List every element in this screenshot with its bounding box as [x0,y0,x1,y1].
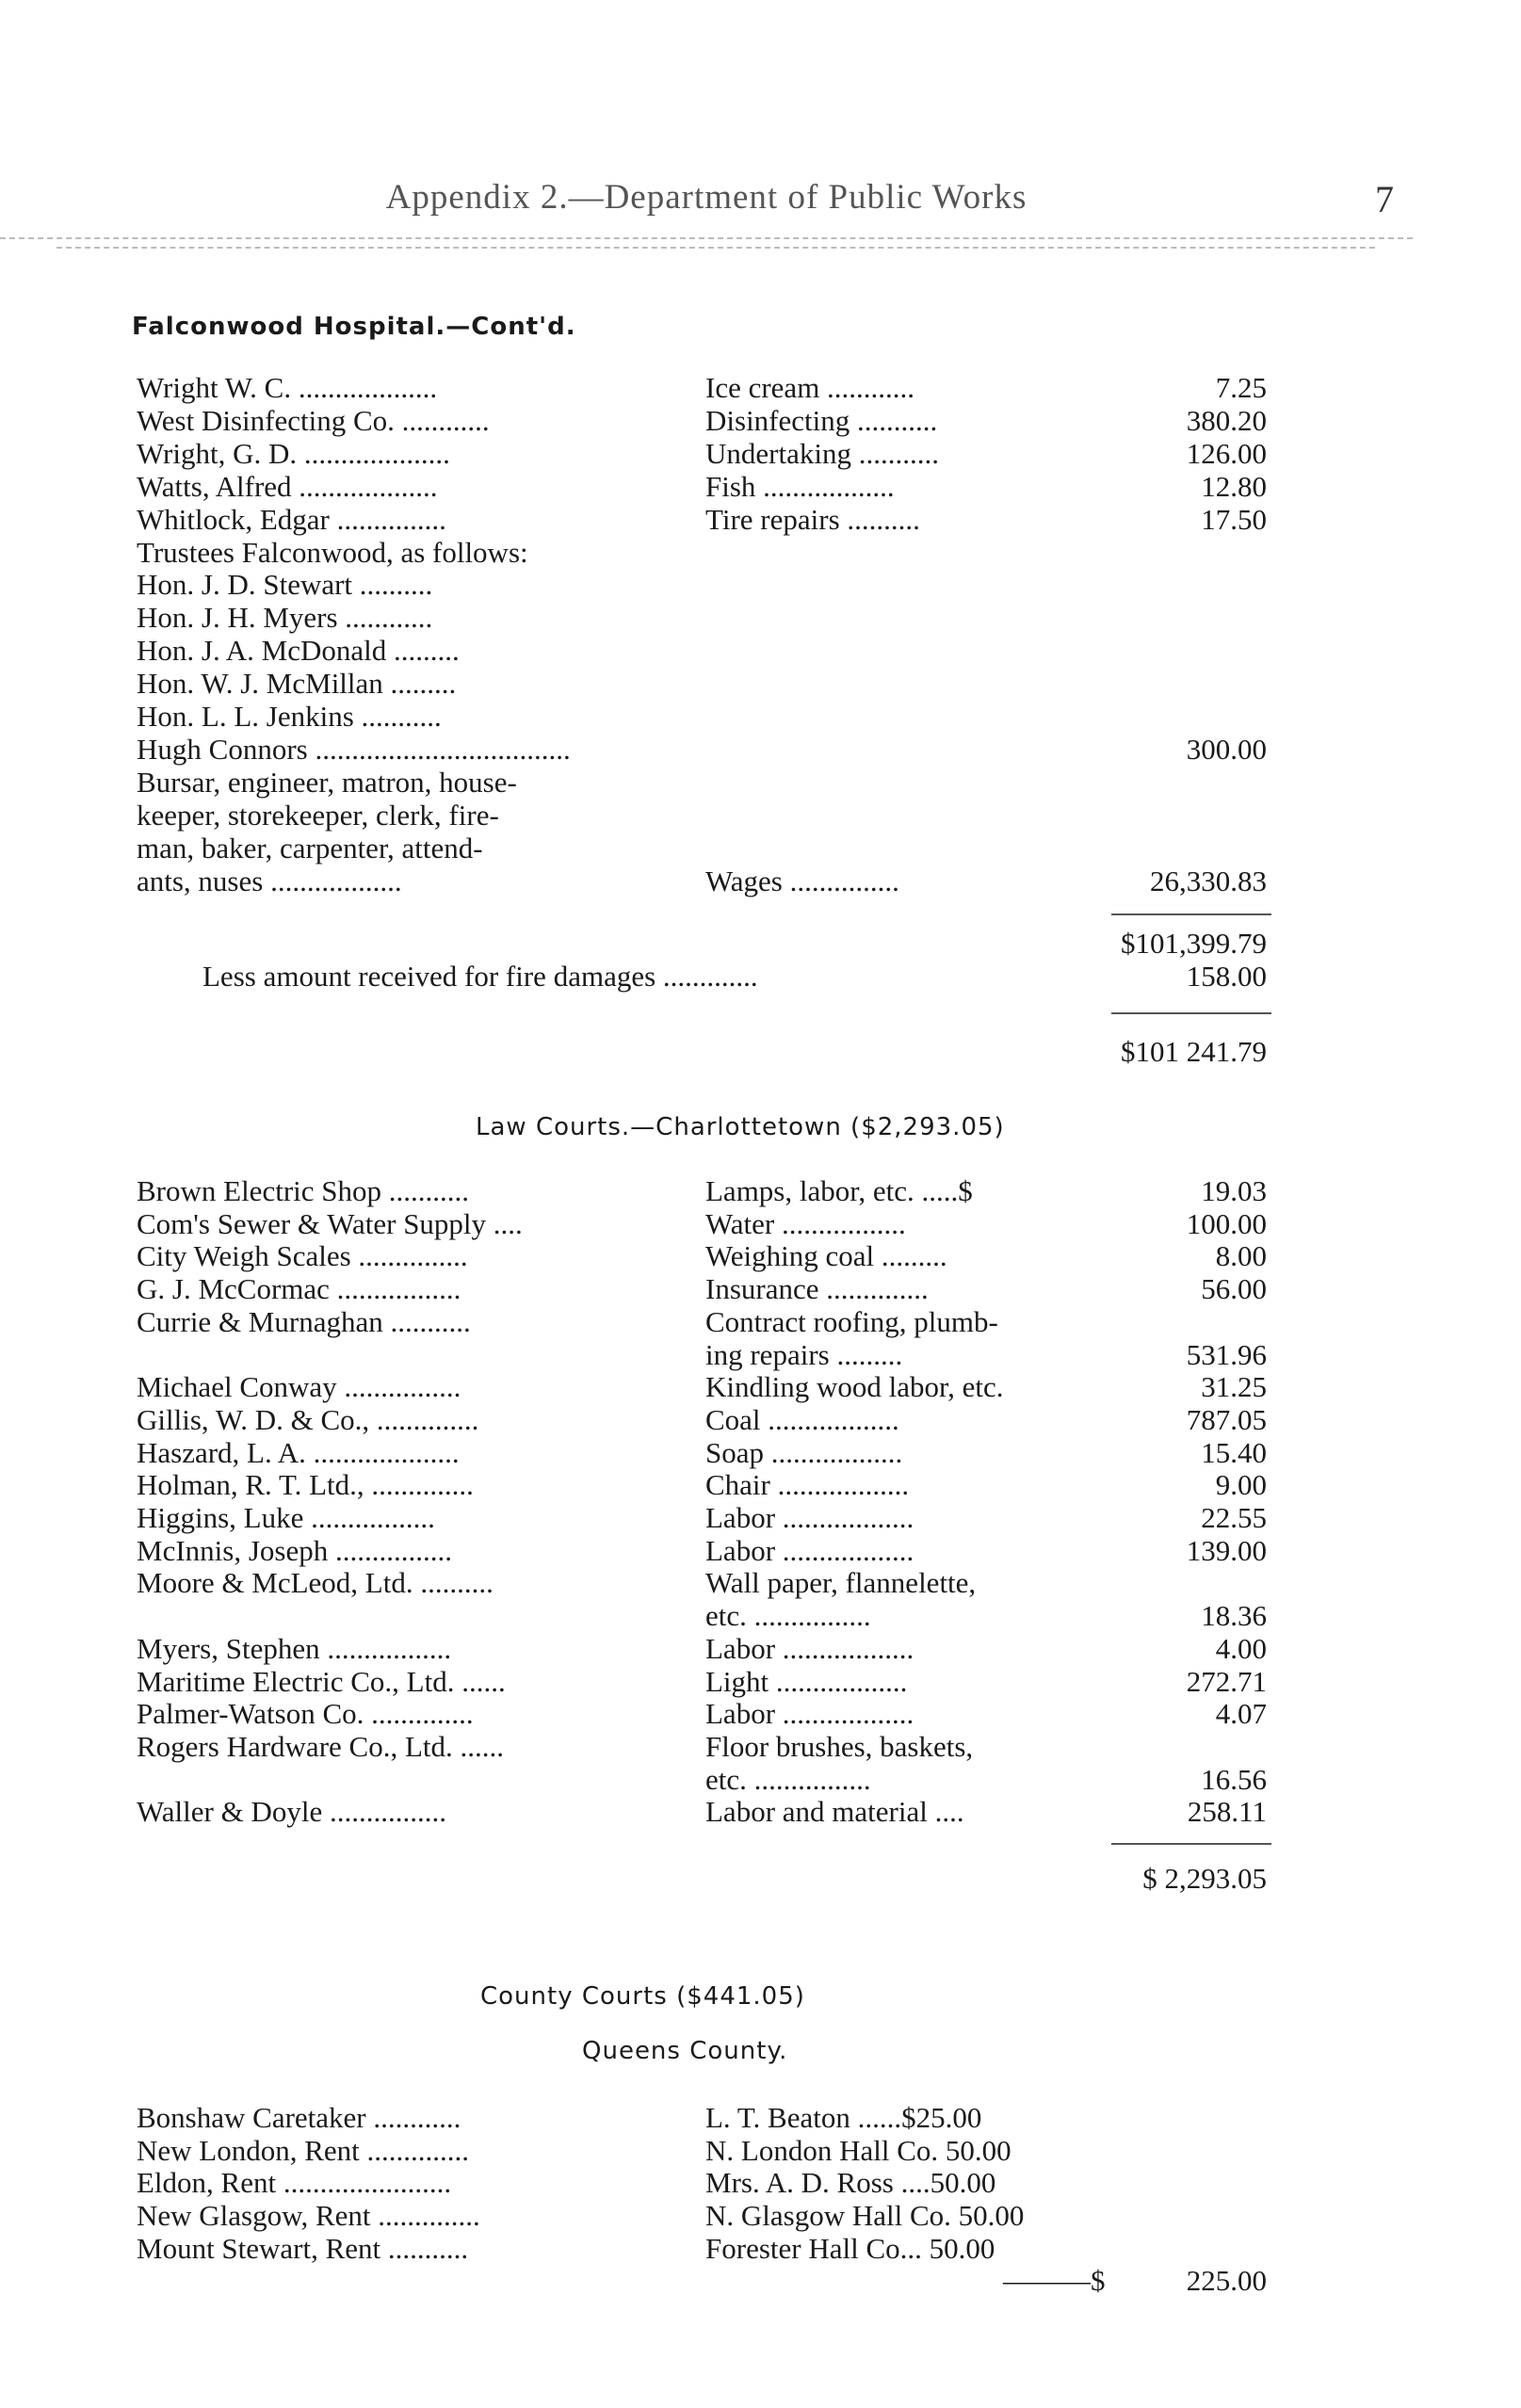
subtotal-amount: $101,399.79 [1121,927,1267,960]
row-name: Hon. J. D. Stewart .......... [137,568,433,602]
law-total-rule [1111,1843,1271,1845]
row-name: Rogers Hardware Co., Ltd. ...... [137,1729,504,1763]
row-amount: 258.11 [1187,1795,1267,1829]
row-name: Com's Sewer & Water Supply .... [137,1206,523,1240]
section-heading-falconwood: Falconwood Hospital.—Cont'd. [132,313,576,341]
row-amount: 126.00 [1186,436,1267,470]
table-row [137,1339,1267,1371]
table-row [137,1502,1267,1534]
table-row [137,2200,1267,2232]
row-name: Hon. W. J. McMillan ......... [137,667,457,701]
page-number: 7 [1375,178,1394,220]
table-row [137,2135,1267,2167]
row-amount: 18.36 [1201,1599,1267,1633]
header-rule-2 [57,247,1375,249]
row-name: ants, nuses .................. [137,864,402,897]
table-row [137,1698,1267,1730]
row-item: N. London Hall Co. 50.00 [705,2133,1011,2167]
row-name: Hon. L. L. Jenkins ........... [137,700,442,733]
table-row [137,1666,1267,1698]
table-row [137,2233,1267,2265]
row-amount: 139.00 [1186,1533,1267,1567]
table-row [137,1371,1267,1403]
row-item: Lamps, labor, etc. .....$ [705,1174,973,1207]
table-row [137,569,1267,601]
table-row [137,1208,1267,1240]
row-item: Ice cream ............ [705,371,915,404]
row-name: Eldon, Rent ....................... [137,2166,452,2200]
running-head [0,177,1521,234]
row-name: G. J. McCormac ................. [137,1272,461,1306]
row-name: Hugh Connors ................................... [137,732,571,766]
row-item: Weighing coal ......... [705,1239,947,1273]
row-item: Undertaking ........... [705,436,939,470]
table-row [137,1535,1267,1567]
row-amount: 531.96 [1186,1337,1267,1371]
row-item: Contract roofing, plumb- [705,1304,998,1338]
row-name: Brown Electric Shop ........... [137,1174,470,1207]
table-row [137,1796,1267,1828]
table-row [137,1600,1267,1632]
row-item: Mrs. A. D. Ross ....50.00 [705,2166,996,2200]
table-row [137,1404,1267,1436]
table-row [137,701,1267,733]
row-name: Trustees Falconwood, as follows: [137,535,528,569]
row-name: New Glasgow, Rent .............. [137,2199,480,2233]
row-amount: 8.00 [1215,1239,1267,1273]
row-name: Hon. J. A. McDonald ......... [137,634,460,668]
row-name: Gillis, W. D. & Co., .............. [137,1402,479,1436]
row-item: ing repairs ......... [705,1337,903,1371]
table-row [137,1306,1267,1338]
row-name: Whitlock, Edgar ............... [137,502,446,536]
row-item: Soap .................. [705,1435,903,1469]
row-name: Wright, G. D. .................... [137,436,450,470]
table-row [137,2102,1267,2134]
row-name: man, baker, carpenter, attend- [137,831,483,865]
row-item: Labor and material .... [705,1795,964,1829]
row-name: Michael Conway ................ [137,1370,461,1404]
table-row [137,1469,1267,1501]
row-amount: 16.56 [1201,1762,1267,1796]
row-name: Bursar, engineer, matron, house- [137,765,517,799]
table-row [137,668,1267,700]
table-row [137,635,1267,667]
row-name: City Weigh Scales ............... [137,1239,468,1273]
table-row [137,734,1267,766]
row-item: Light .................. [705,1664,908,1698]
row-name: Haszard, L. A. .................... [137,1435,460,1469]
row-amount: 12.80 [1201,469,1267,503]
row-item: L. T. Beaton ......$25.00 [705,2101,982,2134]
subtotal-row [137,928,1267,960]
row-name: Currie & Murnaghan ........... [137,1304,471,1338]
row-item: Chair .................. [705,1468,910,1502]
row-item: Insurance .............. [705,1272,929,1306]
row-amount: 4.07 [1215,1697,1267,1731]
table-row [137,1175,1267,1207]
header-rule [0,237,1413,239]
row-item: Water ................. [705,1206,906,1240]
row-amount: 380.20 [1186,403,1267,437]
row-name: Moore & McLeod, Ltd. .......... [137,1566,494,1600]
row-item: Floor brushes, baskets, [705,1729,974,1763]
table-row [137,372,1267,404]
running-title: Appendix 2.—Department of Public Works [385,178,1027,217]
row-name: Waller & Doyle ................ [137,1795,446,1829]
table-row [137,602,1267,634]
row-amount: 787.05 [1186,1402,1267,1436]
less-row [137,961,1267,993]
row-item: Fish .................. [705,469,895,503]
table-row [137,832,1267,865]
less-amount: 158.00 [1186,960,1267,993]
row-item: Wall paper, flannelette, [705,1566,977,1600]
table-row [137,1764,1267,1796]
county-total-row [137,2265,1267,2297]
section-heading-law-courts: Law Courts.—Charlottetown ($2,293.05) [476,1113,1005,1141]
table-row [137,1731,1267,1763]
row-name: New London, Rent .............. [137,2133,470,2167]
table-row [137,438,1267,470]
section-heading-county-courts: County Courts ($441.05) [480,1982,805,2011]
total-rule [1111,1012,1271,1014]
row-item: etc. ................ [705,1599,871,1633]
row-name: Maritime Electric Co., Ltd. ...... [137,1664,506,1698]
row-amount: 26,330.83 [1150,864,1267,897]
row-amount: 56.00 [1201,1272,1267,1306]
row-name: Palmer-Watson Co. .............. [137,1697,474,1731]
row-name: Holman, R. T. Ltd., .............. [137,1468,474,1502]
county-total: 225.00 [1186,2264,1267,2297]
row-amount: 100.00 [1186,1206,1267,1240]
table-row [137,865,1267,897]
row-item: Labor .................. [705,1631,914,1665]
table-row [137,471,1267,503]
falconwood-total: $101 241.79 [1121,1035,1267,1068]
row-item: Coal .................. [705,1402,899,1436]
falconwood-total-row [137,1036,1267,1068]
row-item: etc. ................ [705,1762,871,1796]
row-item: Labor .................. [705,1501,914,1534]
row-name: McInnis, Joseph ................ [137,1533,452,1567]
row-name: Myers, Stephen ................. [137,1631,452,1665]
table-row [137,1567,1267,1599]
row-amount: 31.25 [1201,1370,1267,1404]
table-row [137,2167,1267,2199]
table-row [137,504,1267,536]
table-row [137,1273,1267,1305]
table-row [137,405,1267,437]
row-name: Bonshaw Caretaker ............ [137,2101,461,2134]
subtotal-rule [1111,913,1271,915]
row-name: West Disinfecting Co. ............ [137,403,490,437]
row-item: Tire repairs .......... [705,502,920,536]
row-amount: 300.00 [1186,732,1267,766]
row-name: Watts, Alfred ................... [137,469,438,503]
row-name: Higgins, Luke ................. [137,1501,435,1534]
row-amount: 9.00 [1215,1468,1267,1502]
row-item: Forester Hall Co... 50.00 [705,2231,995,2265]
row-item: Disinfecting ........... [705,403,938,437]
row-amount: 15.40 [1201,1435,1267,1469]
row-name: keeper, storekeeper, clerk, fire- [137,798,499,832]
less-label: Less amount received for fire damages ............. [202,960,758,993]
row-name: Wright W. C. ................... [137,371,438,404]
row-amount: 7.25 [1215,371,1267,404]
law-total-row [137,1863,1267,1895]
row-item: Labor .................. [705,1533,914,1567]
subheading-queens-county: Queens County. [582,2037,788,2065]
table-row [137,800,1267,832]
row-item: Kindling wood labor, etc. [705,1370,1004,1404]
table-row [137,1240,1267,1272]
table-row [137,537,1267,569]
row-name: Hon. J. H. Myers ............ [137,601,433,635]
table-row [137,1633,1267,1665]
row-item: N. Glasgow Hall Co. 50.00 [705,2199,1025,2233]
row-amount: 19.03 [1201,1174,1267,1207]
row-item: Labor .................. [705,1697,914,1731]
table-row [137,767,1267,799]
table-row [137,1437,1267,1469]
law-total: $ 2,293.05 [1142,1862,1267,1895]
row-item: Wages ............... [705,864,899,897]
row-amount: 4.00 [1215,1631,1267,1665]
row-name: Mount Stewart, Rent ........... [137,2231,469,2265]
row-amount: 22.55 [1201,1501,1267,1534]
row-amount: 272.71 [1186,1664,1267,1698]
county-total-prefix: ———$ [1003,2264,1106,2297]
row-amount: 17.50 [1201,502,1267,536]
